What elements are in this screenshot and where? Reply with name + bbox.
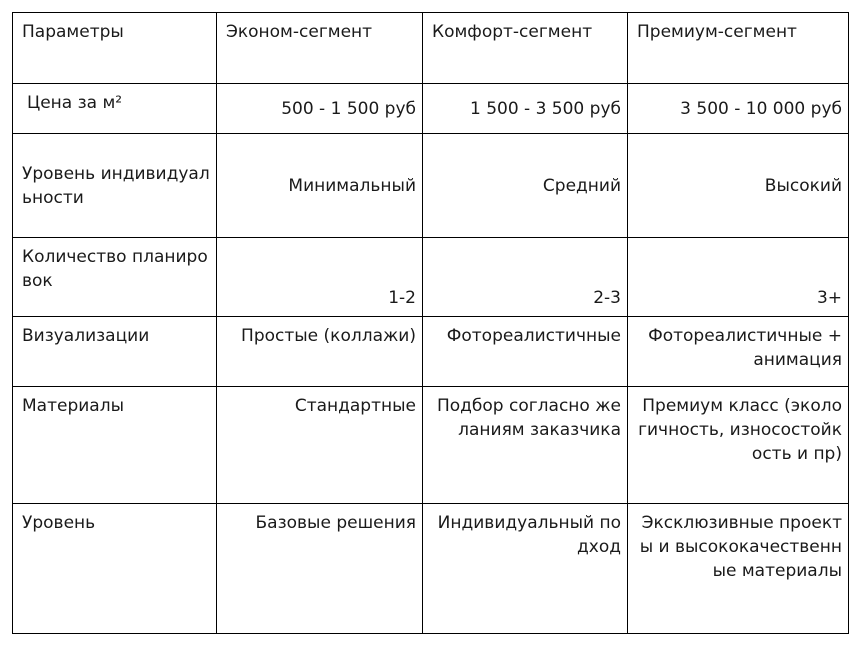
- cell-economy: Простые (коллажи): [217, 317, 423, 387]
- cell-premium: Фотореалистичные + анимация: [628, 317, 849, 387]
- table-header-row: [13, 13, 849, 84]
- table-row: [13, 238, 849, 317]
- cell-economy: 1-2: [217, 238, 423, 317]
- table-row: [13, 504, 849, 634]
- cell-premium: 3+: [628, 238, 849, 317]
- segment-comparison-table: [12, 12, 849, 634]
- cell-comfort: Фотореалистичные: [423, 317, 628, 387]
- row-label-materials: Материалы: [13, 387, 217, 504]
- table-row: [13, 134, 849, 238]
- row-label-individuality: Уровень индивидуальности: [13, 134, 217, 238]
- header-cell-premium: Премиум-сегмент: [628, 13, 849, 84]
- cell-premium: 3 500 - 10 000 руб: [628, 84, 849, 134]
- row-label-layouts: Количество планировок: [13, 238, 217, 317]
- row-label-level: Уровень: [13, 504, 217, 634]
- table-row: [13, 84, 849, 134]
- cell-economy: Базовые решения: [217, 504, 423, 634]
- cell-comfort: Средний: [423, 134, 628, 238]
- header-cell-economy: Эконом-сегмент: [217, 13, 423, 84]
- cell-comfort: Подбор согласно желаниям заказчика: [423, 387, 628, 504]
- cell-economy: Стандартные: [217, 387, 423, 504]
- cell-economy: Минимальный: [217, 134, 423, 238]
- cell-economy: 500 - 1 500 руб: [217, 84, 423, 134]
- row-label-visualizations: Визуализации: [13, 317, 217, 387]
- cell-premium: Эксклюзивные проекты и высококачественные материалы: [628, 504, 849, 634]
- table-row: [13, 317, 849, 387]
- row-label-price: Цена за м²: [13, 84, 217, 134]
- header-cell-comfort: Комфорт-сегмент: [423, 13, 628, 84]
- cell-comfort: Индивидуальный подход: [423, 504, 628, 634]
- cell-comfort: 2-3: [423, 238, 628, 317]
- table-row: [13, 387, 849, 504]
- cell-premium: Премиум класс (экологичность, износостойкость и пр): [628, 387, 849, 504]
- header-cell-parameters: Параметры: [13, 13, 217, 84]
- cell-comfort: 1 500 - 3 500 руб: [423, 84, 628, 134]
- cell-premium: Высокий: [628, 134, 849, 238]
